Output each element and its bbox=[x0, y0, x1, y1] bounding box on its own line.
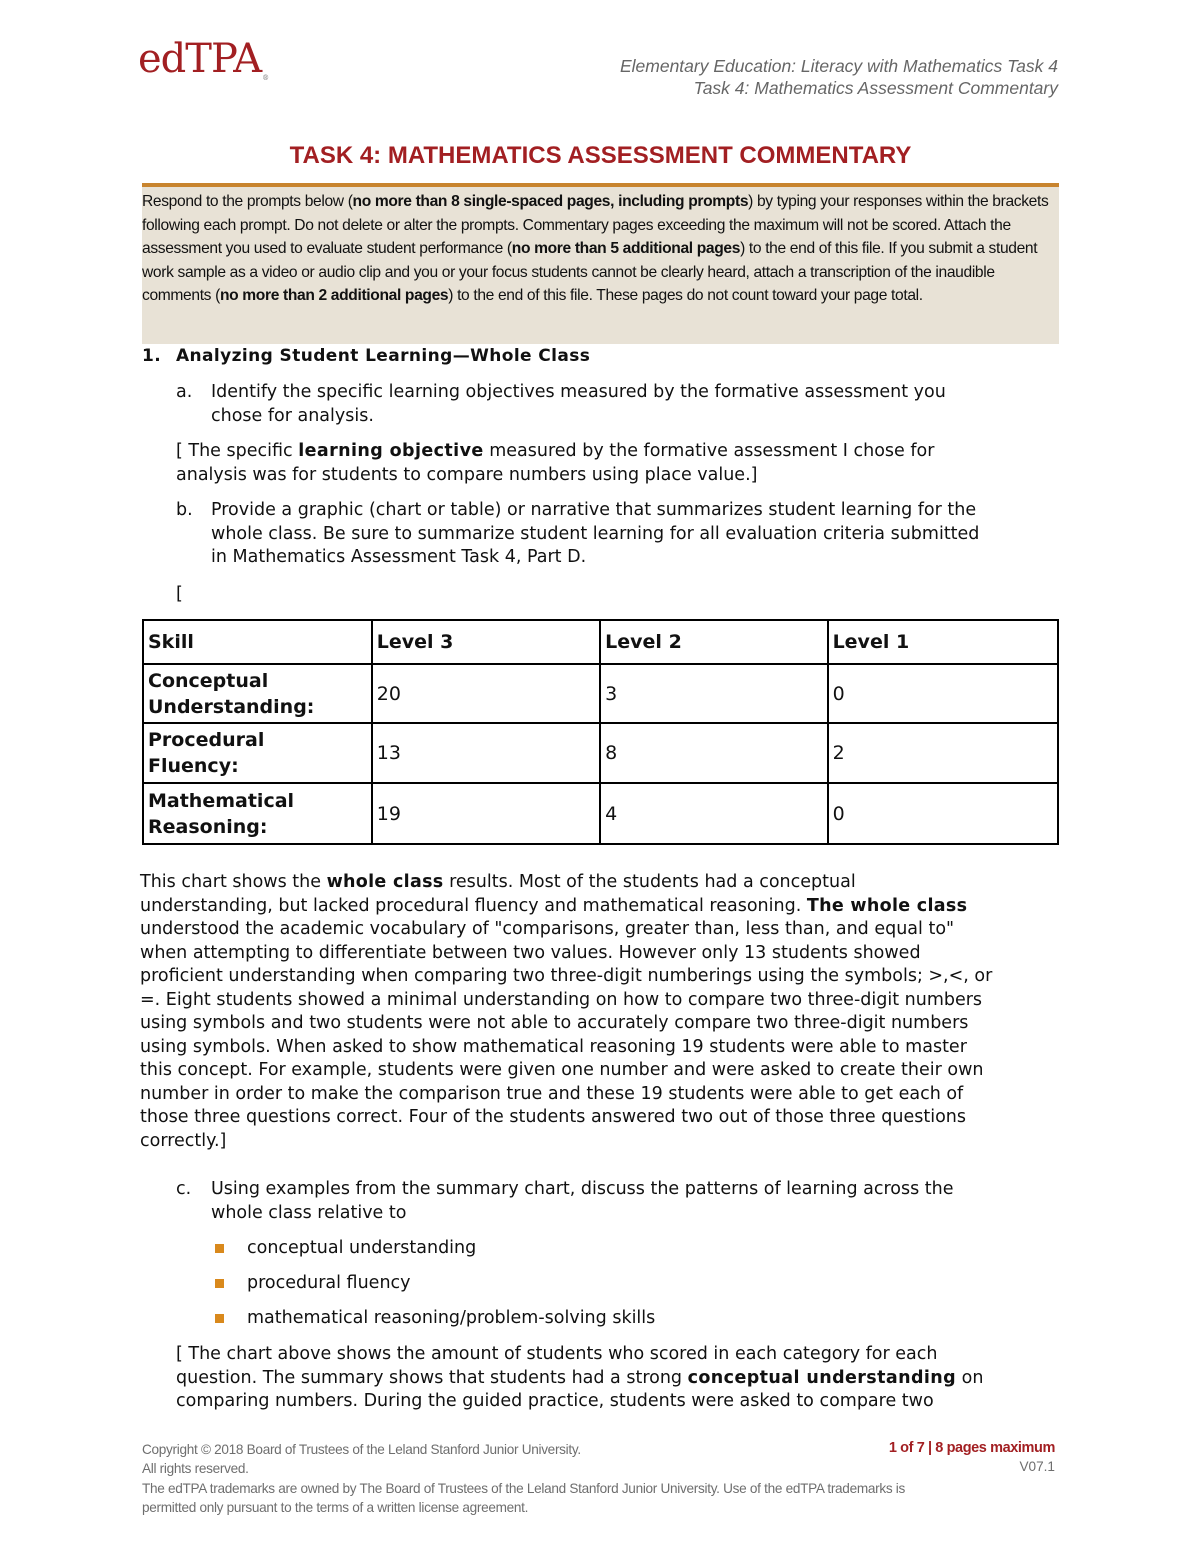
question-b-line-1: Provide a graphic (chart or table) or narrative that summarizes student learning for the bbox=[211, 500, 977, 520]
question-c bbox=[176, 1178, 1056, 1226]
edtpa-logo bbox=[138, 36, 269, 82]
row-label-line: Fluency: bbox=[148, 755, 239, 777]
intro-bold-2: no more than 5 additional pages bbox=[511, 240, 741, 258]
summary-paragraph bbox=[140, 871, 1070, 1153]
row-label bbox=[143, 783, 372, 844]
summary-table bbox=[142, 619, 1059, 845]
header-task: Task 4: Mathematics Assessment Commentary bbox=[693, 78, 1058, 98]
question-c-line-2: whole class relative to bbox=[211, 1202, 407, 1223]
table-cell: 20 bbox=[372, 664, 600, 723]
summary-line: when attempting to differentiate between two values. However only 13 students showed bbox=[140, 942, 921, 963]
summary-bold: The whole class bbox=[806, 895, 968, 916]
version-label: V07.1 bbox=[1019, 1459, 1055, 1474]
response-a-bold: learning objective bbox=[298, 441, 484, 461]
summary-line: correctly.] bbox=[140, 1130, 227, 1151]
table-cell: 0 bbox=[828, 783, 1058, 844]
summary-line: understood the academic vocabulary of "comparisons, greater than, less than, and equal to" bbox=[140, 919, 955, 939]
table-header-cell: Level 2 bbox=[600, 620, 827, 664]
table-header-cell: Level 3 bbox=[372, 620, 600, 664]
summary-line: proficient understanding when comparing two three-digit numberings using the symbols; >,<, or bbox=[140, 966, 993, 986]
table-row bbox=[143, 723, 1058, 783]
square-bullet-icon bbox=[215, 1314, 224, 1323]
question-c-letter: c. bbox=[176, 1179, 192, 1199]
response-c-text: on bbox=[956, 1367, 984, 1388]
intro-text-2: ) by typing your responses within the brackets following each prompt. Do not delete or alter the prompts. Commentary pages exceeding the maximum will not be scored. Attach the assessment you used to evaluate student performance ( bbox=[142, 193, 1049, 258]
header-subject: Elementary Education: Literacy with Mathematics Task 4 bbox=[619, 56, 1058, 76]
question-b bbox=[176, 499, 1056, 571]
summary-line bbox=[140, 871, 1070, 895]
table-cell: 2 bbox=[828, 723, 1058, 783]
question-c-line-1: Using examples from the summary chart, discuss the patterns of learning across the bbox=[211, 1179, 954, 1199]
table-cell: 8 bbox=[600, 723, 827, 783]
intro-bold-3: no more than 2 additional pages bbox=[219, 287, 449, 305]
response-a-post: measured by the formative assessment I chose for bbox=[483, 441, 935, 461]
square-bullet-icon bbox=[215, 1244, 224, 1253]
page-indicator: 1 of 7 | 8 pages maximum bbox=[888, 1440, 1055, 1456]
response-c-line-1: [ The chart above shows the amount of students who scored in each category for each bbox=[176, 1344, 938, 1364]
response-a-line-1 bbox=[176, 440, 934, 464]
table-cell: 19 bbox=[372, 783, 600, 844]
section-1-number: 1. bbox=[142, 346, 162, 366]
bullet-text: mathematical reasoning/problem-solving skills bbox=[247, 1308, 656, 1328]
intro-text-4: ) to the end of this file. These pages do not count toward your page total. bbox=[448, 287, 923, 305]
row-label-line: Understanding: bbox=[148, 695, 315, 718]
logo-trademark: ® bbox=[262, 74, 270, 82]
summary-line: =. Eight students showed a minimal understanding on how to compare two three-digit numbers bbox=[140, 989, 983, 1010]
row-label-line: Mathematical bbox=[148, 789, 295, 812]
question-b-line-2: whole class. Be sure to summarize student learning for all evaluation criteria submitted bbox=[211, 523, 980, 544]
intro-text-3: ) to the end of this file. If you submit a student work sample as a video or audio clip and you or your focus students cannot be clearly heard, attach a transcription of the inaudible comments ( bbox=[142, 240, 1038, 305]
response-c-bold: conceptual understanding bbox=[687, 1367, 957, 1388]
table-cell: 4 bbox=[600, 783, 827, 844]
row-label bbox=[143, 723, 372, 783]
question-b-line-3: in Mathematics Assessment Task 4, Part D. bbox=[211, 547, 587, 567]
intro-text-1: Respond to the prompts below ( bbox=[142, 193, 353, 210]
table-header-row bbox=[143, 620, 1058, 664]
summary-line: those three questions correct. Four of the students answered two out of those three questions bbox=[140, 1107, 966, 1127]
page-title: TASK 4: MATHEMATICS ASSESSMENT COMMENTARY bbox=[289, 142, 912, 169]
logo-text: edTPA bbox=[138, 36, 262, 82]
table-row bbox=[143, 664, 1058, 723]
square-bullet-icon bbox=[215, 1279, 224, 1288]
row-label-line: Reasoning: bbox=[148, 815, 268, 838]
summary-text: results. Most of the students had a conceptual bbox=[443, 872, 856, 892]
summary-text: understanding, but lacked procedural fluency and mathematical reasoning. bbox=[140, 895, 807, 916]
table-header-cell: Level 1 bbox=[828, 620, 1058, 664]
response-c-line-3: comparing numbers. During the guided practice, students were asked to compare two bbox=[176, 1391, 934, 1411]
summary-line bbox=[140, 895, 1070, 919]
instructions-box bbox=[142, 187, 1059, 344]
question-b-letter: b. bbox=[176, 500, 193, 520]
table-cell: 13 bbox=[372, 723, 600, 783]
summary-line: using symbols. When asked to show mathematical reasoning 19 students were able to master bbox=[140, 1036, 967, 1057]
summary-line: using symbols and two students were not able to accurately compare two three-digit numbers bbox=[140, 1013, 969, 1033]
summary-line: number in order to make the comparison true and these 19 students were able to get each of bbox=[140, 1083, 964, 1104]
question-a-letter: a. bbox=[176, 382, 193, 402]
intro-bold-1: no more than 8 single-spaced pages, including prompts bbox=[352, 193, 749, 210]
question-a bbox=[176, 381, 1056, 429]
bullet-text: procedural fluency bbox=[247, 1273, 411, 1293]
response-c-text: question. The summary shows that students had a strong bbox=[176, 1367, 688, 1388]
response-a-line-2: analysis was for students to compare numbers using place value.] bbox=[176, 464, 758, 485]
row-label-line: Procedural bbox=[148, 729, 265, 751]
question-a-line-2: chose for analysis. bbox=[211, 405, 374, 426]
footer-trademark-1: The edTPA trademarks are owned by The Board of Trustees of the Leland Stanford Junior University. Use of the edTPA trademarks is bbox=[142, 1481, 906, 1496]
question-a-line-1: Identify the specific learning objectives measured by the formative assessment you bbox=[211, 382, 946, 402]
summary-line: this concept. For example, students were given one number and were asked to create their own bbox=[140, 1060, 984, 1080]
response-c-line-2 bbox=[176, 1367, 983, 1391]
summary-bold: whole class bbox=[326, 872, 444, 892]
section-1-title: Analyzing Student Learning—Whole Class bbox=[176, 346, 591, 366]
summary-text: This chart shows the bbox=[140, 872, 327, 892]
row-label-line: Conceptual bbox=[148, 669, 269, 692]
row-label bbox=[143, 664, 372, 723]
response-a-pre: [ The specific bbox=[176, 441, 299, 461]
table-cell: 0 bbox=[828, 664, 1058, 723]
table-cell: 3 bbox=[600, 664, 827, 723]
footer-trademark-2: permitted only pursuant to the terms of a written license agreement. bbox=[142, 1500, 529, 1515]
footer-copyright: Copyright © 2018 Board of Trustees of the Leland Stanford Junior University. bbox=[142, 1442, 581, 1457]
table-header-cell: Skill bbox=[143, 620, 372, 664]
footer-rights: All rights reserved. bbox=[142, 1461, 249, 1476]
bullet-text: conceptual understanding bbox=[247, 1238, 477, 1258]
response-b-open-bracket: [ bbox=[176, 584, 183, 604]
table-row bbox=[143, 783, 1058, 844]
